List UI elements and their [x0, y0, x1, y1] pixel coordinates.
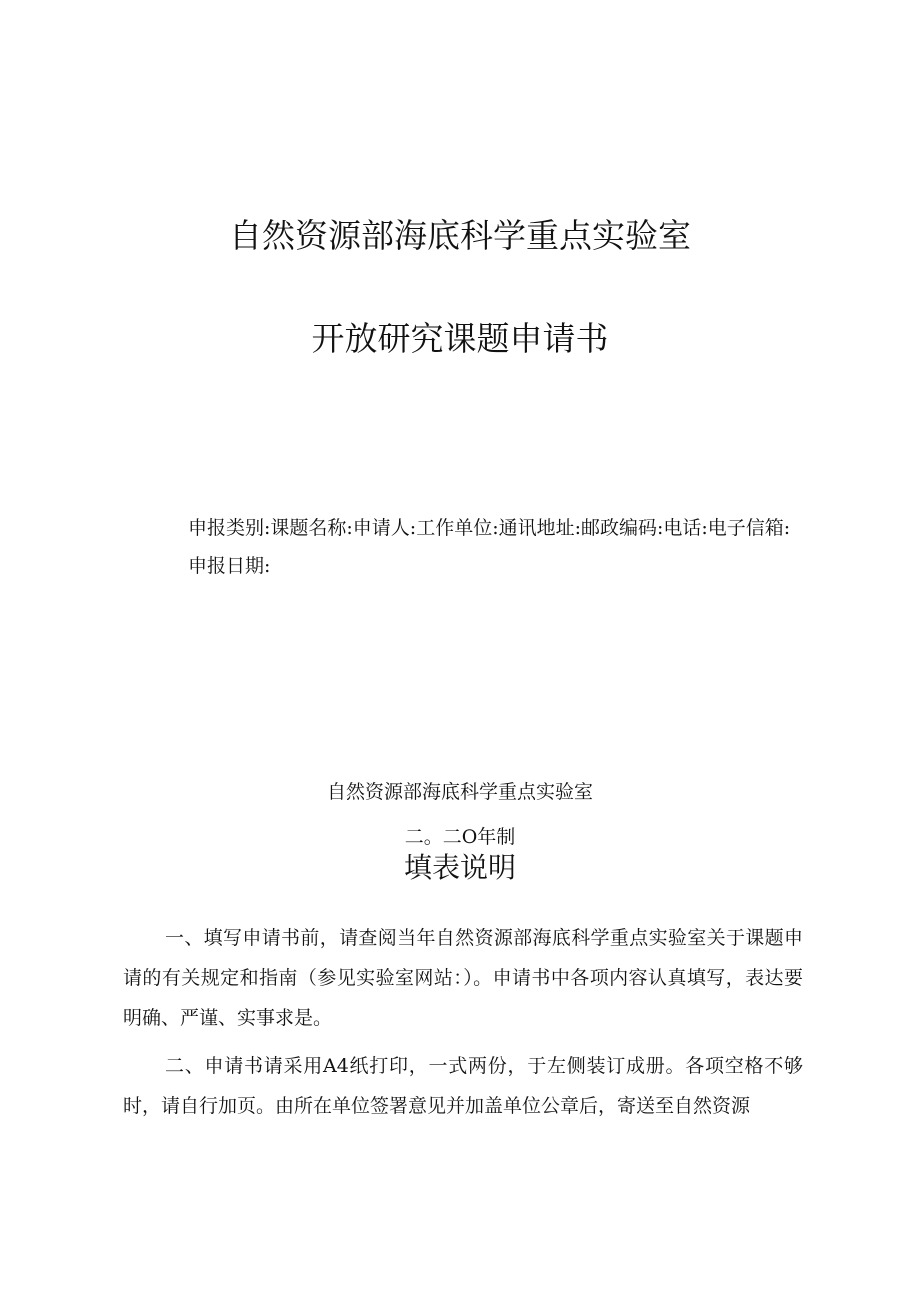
footer-organization: 自然资源部海底科学重点实验室 — [326, 781, 593, 803]
instruction-paragraph-2: 二、申请书请采用A4纸打印，一式两份，于左侧装订成册。各项空格不够时，请自行加页。由所在单位签署意见并加盖单位公章后，寄送至自然资源 — [123, 1055, 803, 1117]
footer-year: 二。二O年制 — [404, 826, 516, 848]
instructions-title: 填表说明 — [403, 851, 516, 884]
application-fields: 申报类别:课题名称:申请人:工作单位:通讯地址:邮政编码:电话:电子信箱:申报日期: — [188, 517, 791, 577]
cover-title-line2: 开放研究课题申请书 — [311, 319, 609, 358]
instruction-paragraph-1: 一、填写申请书前，请查阅当年自然资源部海底科学重点实验室关于课题申请的有关规定和指南（参见实验室网站：）。申请书中各项内容认真填写，表达要明确、严谨、实事求是。 — [123, 927, 803, 1029]
cover-title-line1: 自然资源部海底科学重点实验室 — [229, 216, 691, 255]
